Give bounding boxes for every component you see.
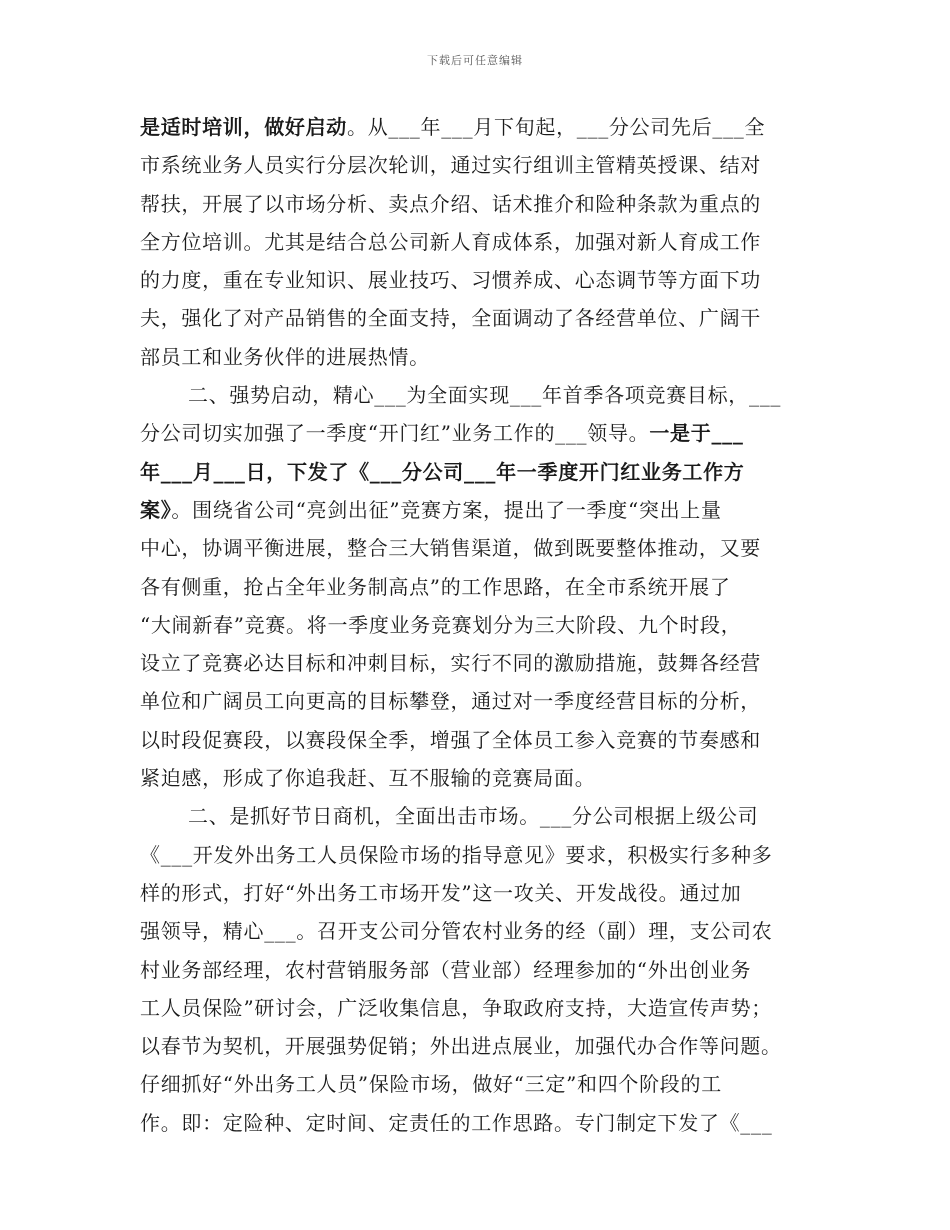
text-line: 各有侧重，抢占全年业务制高点”的工作思路，在全市系统开展了 xyxy=(140,574,731,599)
text-line: 作。即：定险种、定时间、定责任的工作思路。专门制定下发了《___ xyxy=(140,1110,773,1135)
paragraph-start-line: 二、是抓好节日商机，全面出击市场。___分公司根据上级公司 xyxy=(188,804,759,829)
bold-text: 案》 xyxy=(140,497,172,522)
text-line: “大闹新春”竞赛。将一季度业务竞赛划分为三大阶段、九个时段， xyxy=(140,612,742,637)
text-line: 部员工和业务伙伴的进展热情。 xyxy=(140,344,430,369)
text-line: 设立了竞赛必达目标和冲刺目标，实行不同的激励措施，鼓舞各经营 xyxy=(140,651,761,676)
text-line: 工人员保险”研讨会，广泛收集信息，争取政府支持，大造宣传声势； xyxy=(140,995,772,1020)
text-line: 紧迫感，形成了你追我赶、互不服输的竞赛局面。 xyxy=(140,766,596,791)
text-line: 中心，协调平衡进展，整合三大销售渠道，做到既要整体推动，又要 xyxy=(140,536,761,561)
text-line: 夫，强化了对产品销售的全面支持，全面调动了各经营单位、广阔干 xyxy=(140,306,761,331)
text-line: 全方位培训。尤其是结合总公司新人育成体系，加强对新人育成工作 xyxy=(140,229,761,254)
line-text: 。从___年___月下旬起，___分公司先后___全 xyxy=(347,115,766,139)
text-line: 市系统业务人员实行分层次轮训，通过实行组训主管精英授课、结对 xyxy=(140,153,761,178)
text-line: 以春节为契机，开展强势促销；外出进点展业，加强代办合作等问题。 xyxy=(140,1034,782,1059)
text-line xyxy=(140,108,812,146)
bold-text: 是适时培训，做好启动 xyxy=(140,115,347,139)
text-line: 以时段促赛段，以赛段保全季，增强了全体员工参入竞赛的节奏感和 xyxy=(140,727,761,752)
text-line: 的力度，重在专业知识、展业技巧、习惯养成、心态调节等方面下功 xyxy=(140,268,761,293)
text-line: 村业务部经理，农村营销服务部（营业部）经理参加的“外出创业务 xyxy=(140,957,752,982)
text-line: 帮扶，开展了以市场分析、卖点介绍、话术推介和险种条款为重点的 xyxy=(140,191,761,216)
text-line xyxy=(140,491,812,529)
text-line xyxy=(140,414,812,452)
paragraph-start-line: 二、强势启动，精心___为全面实现___年首季各项竞赛目标，___ xyxy=(188,383,782,408)
text-line: 仔细抓好“外出务工人员”保险市场，做好“三定”和四个阶段的工 xyxy=(140,1072,722,1097)
page-header: 下载后可任意编辑 xyxy=(427,54,523,67)
text-line: 强领导，精心___。召开支公司分管农村业务的经（副）理，支公司农 xyxy=(140,919,773,944)
text-line: 样的形式，打好“外出务工市场开发”这一攻关、开发战役。通过加 xyxy=(140,880,742,905)
line-text: 分公司切实加强了一季度“开门红”业务工作的___领导。 xyxy=(140,421,650,446)
text-line: 《___开发外出务工人员保险市场的指导意见》要求，积极实行多种多 xyxy=(140,842,773,867)
bold-text: 一是于___ xyxy=(649,421,744,446)
text-line: 单位和广阔员工向更高的目标攀登，通过对一季度经营目标的分析， xyxy=(140,689,761,714)
line-text: 。围绕省公司“亮剑出征”竞赛方案，提出了一季度“突出上量 xyxy=(171,497,722,522)
bold-line: 年___月___日，下发了《___分公司___年一季度开门红业务工作方 xyxy=(140,459,745,484)
document-body xyxy=(140,108,812,1142)
